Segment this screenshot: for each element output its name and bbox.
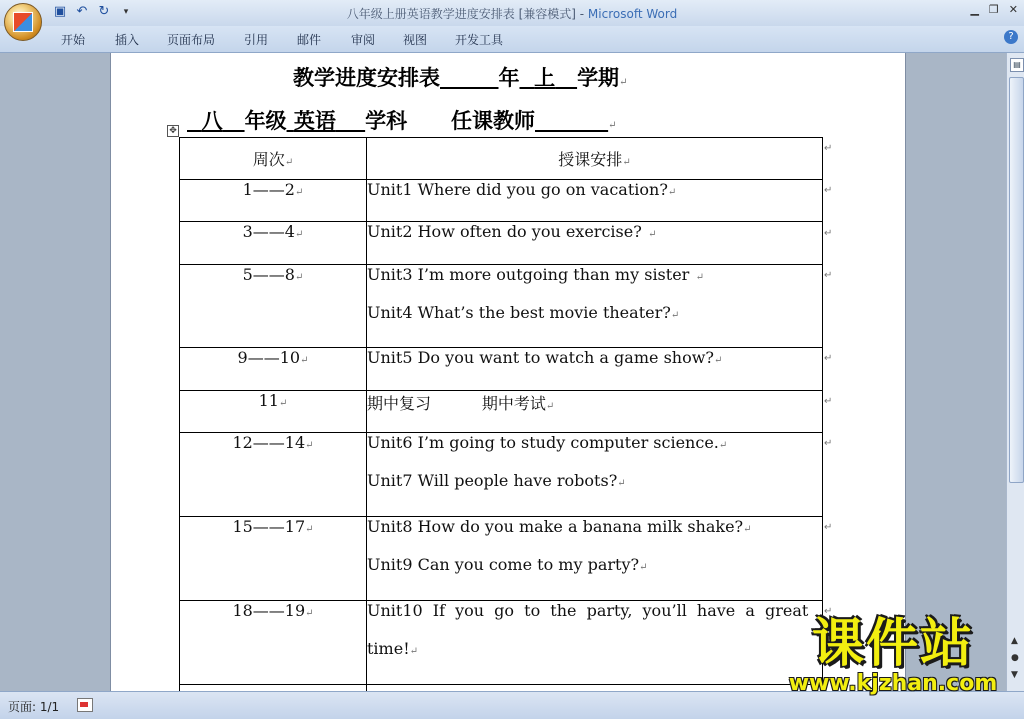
plan-cell[interactable]: Unit1 Where did you go on vacation?↵	[367, 180, 823, 222]
weeks-cell[interactable]: 3——4↵	[180, 222, 367, 265]
subject-label: 学科	[365, 108, 408, 133]
document-area	[0, 53, 1006, 691]
row-end-mark: ↵	[824, 228, 833, 239]
title-bar	[0, 0, 1024, 26]
row-end-mark: ↵	[824, 353, 833, 364]
year-blank	[440, 65, 499, 90]
previous-page-icon[interactable]: ▲	[1011, 636, 1018, 646]
minimize-icon[interactable]: ▁	[970, 3, 979, 16]
plan-cell[interactable]: Unit5 Do you want to watch a game show?↵	[367, 348, 823, 391]
app-name: Microsoft Word	[587, 7, 678, 21]
tab-review[interactable]: 审阅	[351, 33, 376, 47]
year-label: 年	[498, 65, 520, 90]
plan-cell[interactable]: Unit8 How do you make a banana milk shake?↵ Unit9 Can you come to my party?↵	[367, 517, 823, 601]
weeks-cell[interactable]: 18——19↵	[180, 601, 367, 685]
tab-mailings[interactable]: 邮件	[297, 33, 322, 47]
ribbon-tabs	[0, 26, 1024, 53]
plan-cell[interactable]: Unit3 I’m more outgoing than my sister ↵ Unit4 What’s the best movie theater?↵	[367, 265, 823, 348]
scrollbar-thumb[interactable]	[1009, 77, 1024, 483]
customize-toolbar-icon[interactable]: ▾	[123, 7, 129, 17]
undo-icon[interactable]: ↶	[76, 4, 88, 19]
row-end-mark: ↵	[824, 606, 833, 617]
document-page[interactable]	[110, 53, 906, 691]
schedule-table	[179, 137, 823, 691]
plan-cell[interactable]: 期中复习 期中考试↵	[367, 391, 823, 433]
restore-icon[interactable]: ❐	[988, 3, 999, 16]
redo-icon[interactable]: ↻	[98, 4, 110, 19]
weeks-cell[interactable]: 5——8↵	[180, 265, 367, 348]
office-logo-icon	[13, 12, 33, 32]
row-end-mark: ↵	[824, 438, 833, 449]
table-row	[180, 391, 823, 433]
header-weeks[interactable]: 周次↵	[180, 138, 367, 180]
tab-references[interactable]: 引用	[244, 33, 269, 47]
row-end-mark: ↵	[824, 396, 833, 407]
next-page-icon[interactable]: ▼	[1011, 670, 1018, 680]
heading-title: 教学进度安排表	[293, 65, 440, 90]
window-title	[0, 5, 1024, 22]
watermark-name: 课件站	[811, 614, 974, 674]
tab-insert[interactable]: 插入	[115, 33, 140, 47]
help-icon[interactable]: ?	[1004, 30, 1018, 44]
weeks-cell[interactable]: 15——17↵	[180, 517, 367, 601]
site-watermark	[778, 616, 1008, 696]
weeks-cell[interactable]: 9——10↵	[180, 348, 367, 391]
weeks-cell[interactable]: 12——14↵	[180, 433, 367, 517]
tab-view[interactable]: 视图	[403, 33, 428, 47]
paragraph-mark: ↵	[619, 77, 628, 88]
table-row	[180, 601, 823, 685]
row-end-mark: ↵	[824, 143, 833, 154]
table-row	[180, 265, 823, 348]
weeks-cell[interactable]: 1——2↵	[180, 180, 367, 222]
row-end-mark: ↵	[824, 270, 833, 281]
tab-home[interactable]: 开始	[61, 33, 86, 47]
weeks-cell[interactable]: 11↵	[180, 391, 367, 433]
close-icon[interactable]: ✕	[1008, 3, 1018, 16]
plan-cell[interactable]: Unit10 If you go to the party, you’ll have a great time!↵	[367, 601, 823, 685]
table-row	[180, 517, 823, 601]
course-info-line	[187, 105, 617, 135]
tab-developer[interactable]: 开发工具	[455, 33, 504, 47]
plan-cell[interactable]: Unit6 I’m going to study computer science.↵ Unit7 Will people have robots?↵	[367, 433, 823, 517]
table-row	[180, 180, 823, 222]
view-ruler-icon[interactable]: ▤	[1010, 58, 1024, 72]
schedule-heading	[293, 62, 627, 92]
select-browse-object-icon[interactable]: ●	[1011, 653, 1019, 663]
grade-label: 年级	[244, 108, 287, 133]
table-move-handle-icon[interactable]: ✥	[167, 125, 179, 137]
office-button[interactable]	[4, 3, 42, 41]
window-controls	[970, 3, 1018, 16]
header-plan[interactable]: 授课安排↵	[367, 138, 823, 180]
term-label: 学期	[577, 65, 620, 90]
paragraph-mark: ↵	[608, 120, 617, 131]
table-row	[180, 222, 823, 265]
tab-page-layout[interactable]: 页面布局	[167, 33, 216, 47]
grade-value: 八	[201, 108, 223, 133]
term-value: 上	[534, 65, 556, 90]
proofing-status-icon[interactable]	[77, 698, 93, 712]
table-header-row	[180, 138, 823, 180]
vertical-scrollbar[interactable]	[1006, 53, 1024, 691]
save-icon[interactable]: ▣	[53, 4, 67, 19]
teacher-label: 任课教师	[451, 108, 535, 133]
plan-cell[interactable]: Unit2 How often do you exercise? ↵	[367, 222, 823, 265]
table-row	[180, 348, 823, 391]
row-end-mark: ↵	[824, 185, 833, 196]
watermark-url: www.kjzhan.com	[788, 671, 998, 696]
teacher-value	[535, 108, 608, 133]
subject-value: 英语	[293, 108, 336, 133]
document-title: 八年级上册英语教学进度安排表 [兼容模式] -	[346, 7, 588, 21]
table-row	[180, 433, 823, 517]
page-count[interactable]: 页面: 1/1	[8, 700, 60, 714]
row-end-mark: ↵	[824, 522, 833, 533]
